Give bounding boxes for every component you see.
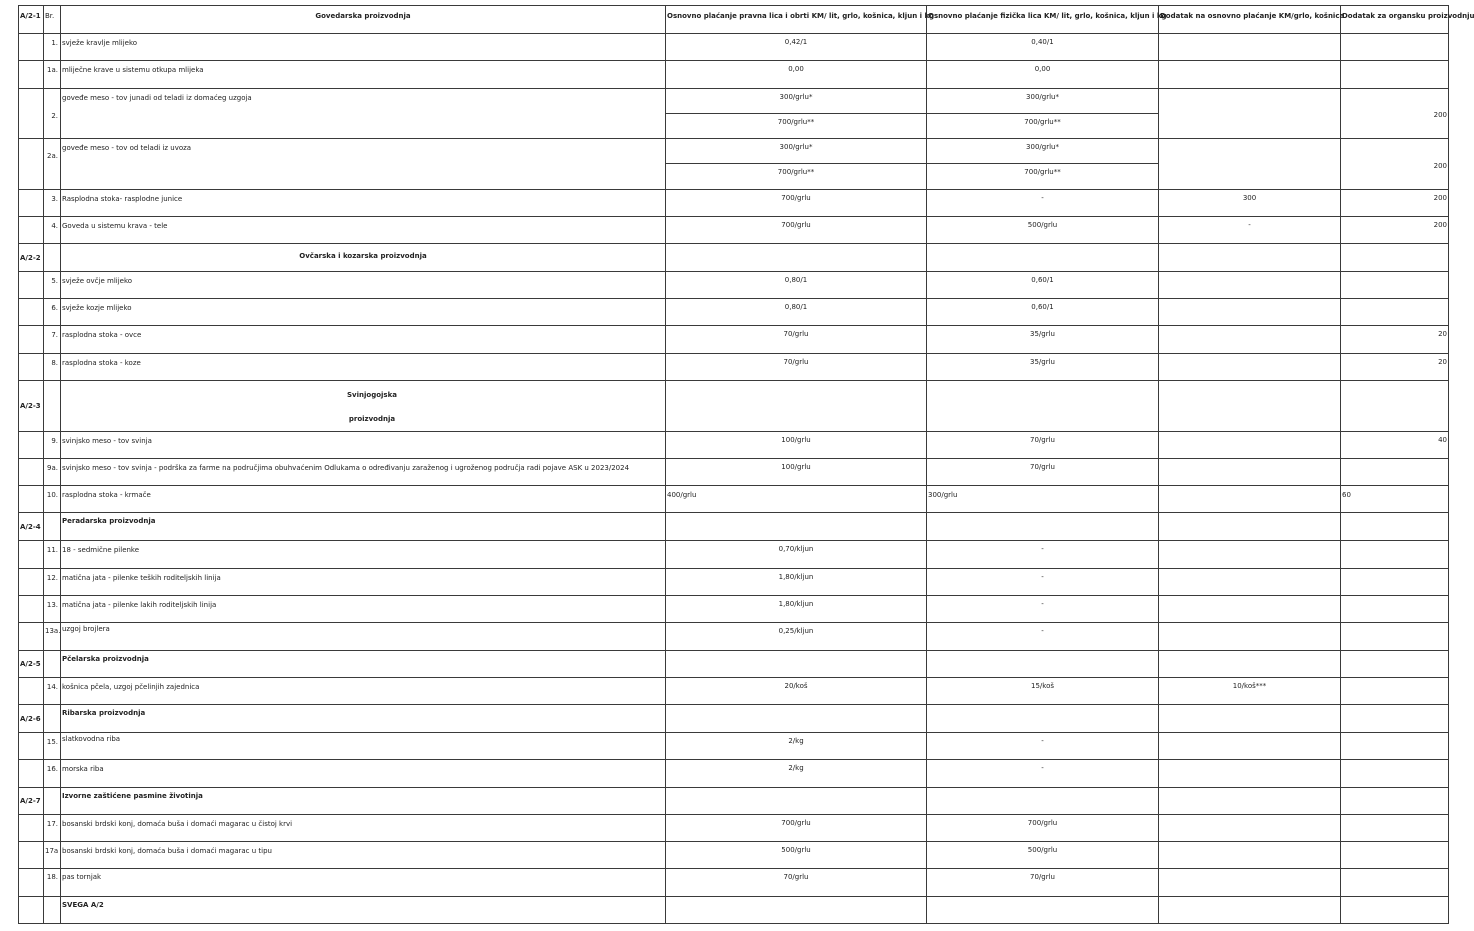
natural-value: 35/grlu — [927, 354, 1159, 381]
section-row — [19, 788, 1449, 815]
empty-cell — [1341, 244, 1449, 272]
code-cell — [19, 569, 44, 596]
section-code: A/2-7 — [19, 788, 44, 815]
organic-value: 20 — [1341, 326, 1449, 354]
row-number — [44, 897, 61, 924]
row-number: 6. — [44, 299, 61, 326]
empty-cell — [1159, 513, 1341, 541]
natural-value: - — [927, 190, 1159, 217]
supplement-value — [1159, 326, 1341, 354]
legal-value: 100/grlu — [666, 432, 927, 459]
row-number: 11. — [44, 541, 61, 569]
table-row — [19, 678, 1449, 705]
row-number: 8. — [44, 354, 61, 381]
empty-cell — [666, 897, 927, 924]
supplement-value — [1159, 733, 1341, 760]
table-row — [19, 89, 1449, 114]
section-code: A/2-2 — [19, 244, 44, 272]
organic-value — [1341, 869, 1449, 897]
row-description: bosanski brdski konj, domaća buša i domaći magarac u čistoj krvi — [61, 815, 666, 842]
supplement-value — [1159, 486, 1341, 513]
legal-value: 0,42/1 — [666, 34, 927, 61]
row-number: 16. — [44, 760, 61, 788]
row-description: goveđe meso - tov od teladi iz uvoza — [61, 139, 666, 190]
total-label: SVEGA A/2 — [61, 897, 666, 924]
supplement-value — [1159, 432, 1341, 459]
supplement-value — [1159, 842, 1341, 869]
row-number: 9a. — [44, 459, 61, 486]
total-row — [19, 897, 1449, 924]
supplement-value — [1159, 299, 1341, 326]
row-number: 5. — [44, 272, 61, 299]
row-number — [44, 788, 61, 815]
legal-value: 0,25/kljun — [666, 623, 927, 651]
row-description: svježe kozje mlijeko — [61, 299, 666, 326]
code-cell — [19, 869, 44, 897]
section-row — [19, 381, 1449, 432]
code-cell — [19, 733, 44, 760]
empty-cell — [927, 788, 1159, 815]
row-number: 14. — [44, 678, 61, 705]
row-number: 9. — [44, 432, 61, 459]
supplement-value: 300 — [1159, 190, 1341, 217]
table-row — [19, 299, 1449, 326]
supplement-value — [1159, 89, 1341, 139]
supplement-value — [1159, 569, 1341, 596]
empty-cell — [1341, 897, 1449, 924]
section-title-line-1: Svinjogojska — [347, 391, 397, 399]
row-number: 7. — [44, 326, 61, 354]
supplement-value: - — [1159, 217, 1341, 244]
table-row — [19, 569, 1449, 596]
row-number — [44, 244, 61, 272]
natural-value: - — [927, 569, 1159, 596]
code-cell — [19, 354, 44, 381]
empty-cell — [1159, 897, 1341, 924]
natural-value: 70/grlu — [927, 869, 1159, 897]
code-cell — [19, 190, 44, 217]
row-number: 13. — [44, 596, 61, 623]
legal-value: 70/grlu — [666, 354, 927, 381]
empty-cell — [666, 244, 927, 272]
natural-value: 300/grlu — [927, 486, 1159, 513]
organic-value: 200 — [1341, 139, 1449, 190]
code-cell — [19, 678, 44, 705]
code-cell — [19, 217, 44, 244]
legal-value: 70/grlu — [666, 326, 927, 354]
code-cell — [19, 89, 44, 139]
legal-value: 100/grlu — [666, 459, 927, 486]
row-number: 12. — [44, 569, 61, 596]
organic-value — [1341, 34, 1449, 61]
row-number: 15. — [44, 733, 61, 760]
legal-value: 20/koš — [666, 678, 927, 705]
table-row — [19, 190, 1449, 217]
legal-value: 300/grlu* — [666, 89, 927, 114]
section-row — [19, 513, 1449, 541]
legal-value: 700/grlu — [666, 815, 927, 842]
legal-value: 0,70/kljun — [666, 541, 927, 569]
empty-cell — [927, 381, 1159, 432]
legal-value: 1,80/kljun — [666, 596, 927, 623]
table-row — [19, 733, 1449, 760]
empty-cell — [666, 651, 927, 678]
empty-cell — [1159, 788, 1341, 815]
column-header-supplement: Dodatak na osnovno plaćanje KM/grlo, košnica — [1159, 6, 1341, 34]
row-number: 13a. — [44, 623, 61, 651]
organic-value — [1341, 541, 1449, 569]
legal-value: 400/grlu — [666, 486, 927, 513]
organic-value: 200 — [1341, 89, 1449, 139]
natural-value: 500/grlu — [927, 217, 1159, 244]
table-row — [19, 486, 1449, 513]
empty-cell — [1159, 244, 1341, 272]
supplement-value — [1159, 272, 1341, 299]
table-row — [19, 459, 1449, 486]
row-description: pas tornjak — [61, 869, 666, 897]
legal-value: 1,80/kljun — [666, 569, 927, 596]
section-row — [19, 705, 1449, 733]
supplement-value — [1159, 34, 1341, 61]
empty-cell — [927, 244, 1159, 272]
code-cell — [19, 486, 44, 513]
section-code: A/2-5 — [19, 651, 44, 678]
natural-value: - — [927, 733, 1159, 760]
natural-value: 300/grlu* — [927, 139, 1159, 164]
row-number — [44, 705, 61, 733]
table-row — [19, 869, 1449, 897]
row-number — [44, 381, 61, 432]
supplement-value — [1159, 459, 1341, 486]
row-number — [44, 513, 61, 541]
table-row — [19, 326, 1449, 354]
row-description: rasplodna stoka - koze — [61, 354, 666, 381]
code-cell — [19, 842, 44, 869]
legal-value: 70/grlu — [666, 869, 927, 897]
empty-cell — [927, 705, 1159, 733]
section-title: Govedarska proizvodnja — [61, 6, 666, 34]
table-row — [19, 596, 1449, 623]
row-number: 2a. — [44, 139, 61, 190]
legal-value: 2/kg — [666, 760, 927, 788]
row-description: rasplodna stoka - ovce — [61, 326, 666, 354]
empty-cell — [666, 788, 927, 815]
natural-value: 70/grlu — [927, 432, 1159, 459]
section-title-text — [62, 383, 682, 431]
row-description: svježe ovčje mlijeko — [61, 272, 666, 299]
organic-value: 40 — [1341, 432, 1449, 459]
table-row — [19, 217, 1449, 244]
code-cell — [19, 299, 44, 326]
legal-value: 0,80/1 — [666, 299, 927, 326]
row-description: morska riba — [61, 760, 666, 788]
natural-value: 0,60/1 — [927, 272, 1159, 299]
empty-cell — [1159, 705, 1341, 733]
code-cell — [19, 61, 44, 89]
column-header-natural: Osnovno plaćanje fizička lica KM/ lit, grlo, košnica, kljun i kg — [927, 6, 1159, 34]
organic-value — [1341, 733, 1449, 760]
natural-value: 300/grlu* — [927, 89, 1159, 114]
supplement-value — [1159, 760, 1341, 788]
row-description: svježe kravlje mlijeko — [61, 34, 666, 61]
row-description: svinjsko meso - tov svinja - podrška za farme na područjima obuhvaćenim Odlukama o određivanju zaraženog i ugroženog područja radi pojave ASK u 2023/2024 — [61, 459, 666, 486]
row-description: matična jata - pilenke lakih roditeljskih linija — [61, 596, 666, 623]
table-row — [19, 815, 1449, 842]
legal-value: 500/grlu — [666, 842, 927, 869]
empty-cell — [666, 381, 927, 432]
legal-value: 300/grlu* — [666, 139, 927, 164]
supplement-value — [1159, 61, 1341, 89]
natural-value: 0,60/1 — [927, 299, 1159, 326]
legal-value: 0,80/1 — [666, 272, 927, 299]
organic-value — [1341, 678, 1449, 705]
organic-value — [1341, 272, 1449, 299]
empty-cell — [1341, 788, 1449, 815]
natural-value: - — [927, 596, 1159, 623]
organic-value — [1341, 623, 1449, 651]
legal-value: 700/grlu — [666, 190, 927, 217]
empty-cell — [666, 513, 927, 541]
row-number: 4. — [44, 217, 61, 244]
row-number: 3. — [44, 190, 61, 217]
empty-cell — [1341, 651, 1449, 678]
empty-cell — [666, 705, 927, 733]
code-cell — [19, 34, 44, 61]
row-description: svinjsko meso - tov svinja — [61, 432, 666, 459]
code-cell — [19, 596, 44, 623]
row-description: goveđe meso - tov junadi od teladi iz domaćeg uzgoja — [61, 89, 666, 139]
organic-value — [1341, 815, 1449, 842]
code-cell — [19, 326, 44, 354]
legal-value-2: 700/grlu** — [666, 114, 927, 139]
section-title: Ribarska proizvodnja — [61, 705, 666, 733]
legal-value-2: 700/grlu** — [666, 164, 927, 190]
code-cell — [19, 139, 44, 190]
section-code: A/2-4 — [19, 513, 44, 541]
supplement-value — [1159, 139, 1341, 190]
row-description: rasplodna stoka - krmače — [61, 486, 666, 513]
legal-value: 700/grlu — [666, 217, 927, 244]
row-number: 18. — [44, 869, 61, 897]
supplement-value — [1159, 815, 1341, 842]
empty-cell — [927, 513, 1159, 541]
column-header-organic: Dodatak za organsku proizvodnju — [1341, 6, 1449, 34]
section-title: Ovčarska i kozarska proizvodnja — [61, 244, 666, 272]
row-description: Rasplodna stoka- rasplodne junice — [61, 190, 666, 217]
natural-value: 15/koš — [927, 678, 1159, 705]
row-description: bosanski brdski konj, domaća buša i domaći magarac u tipu — [61, 842, 666, 869]
code-cell — [19, 432, 44, 459]
row-number: 17. — [44, 815, 61, 842]
supplement-value — [1159, 541, 1341, 569]
column-header-legal: Osnovno plaćanje pravna lica i obrti KM/ lit, grlo, košnica, kljun i kg — [666, 6, 927, 34]
empty-cell — [1341, 513, 1449, 541]
code-cell — [19, 272, 44, 299]
row-description: košnica pčela, uzgoj pčelinjih zajednica — [61, 678, 666, 705]
code-cell — [19, 459, 44, 486]
row-description: slatkovodna riba — [61, 733, 666, 760]
section-title-line-2: proizvodnja — [348, 415, 396, 423]
row-number: 1a. — [44, 61, 61, 89]
row-description: mliječne krave u sistemu otkupa mlijeka — [61, 61, 666, 89]
organic-value — [1341, 299, 1449, 326]
supplement-value — [1159, 596, 1341, 623]
legal-value: 0,00 — [666, 61, 927, 89]
table-row — [19, 760, 1449, 788]
code-cell — [19, 541, 44, 569]
section-title: Izvorne zaštićene pasmine životinja — [61, 788, 666, 815]
organic-value: 20 — [1341, 354, 1449, 381]
organic-value — [1341, 842, 1449, 869]
natural-value: 35/grlu — [927, 326, 1159, 354]
table-row — [19, 34, 1449, 61]
empty-cell — [1159, 651, 1341, 678]
table-row — [19, 541, 1449, 569]
row-number: 1. — [44, 34, 61, 61]
natural-value: 500/grlu — [927, 842, 1159, 869]
section-title — [61, 381, 666, 432]
natural-value-2: 700/grlu** — [927, 164, 1159, 190]
natural-value: 0,00 — [927, 61, 1159, 89]
supplement-value — [1159, 623, 1341, 651]
empty-cell — [1159, 381, 1341, 432]
table-row — [19, 432, 1449, 459]
organic-value: 200 — [1341, 217, 1449, 244]
code-cell — [19, 897, 44, 924]
row-description: Goveda u sistemu krava - tele — [61, 217, 666, 244]
empty-cell — [927, 651, 1159, 678]
section-title: Peradarska proizvodnja — [61, 513, 666, 541]
table-row — [19, 842, 1449, 869]
organic-value — [1341, 459, 1449, 486]
section-code: A/2-6 — [19, 705, 44, 733]
section-row — [19, 244, 1449, 272]
natural-value: - — [927, 760, 1159, 788]
section-title: Pčelarska proizvodnja — [61, 651, 666, 678]
row-number: 10. — [44, 486, 61, 513]
empty-cell — [1341, 381, 1449, 432]
organic-value: 200 — [1341, 190, 1449, 217]
column-header-br: Br. — [44, 6, 61, 34]
natural-value: 0,40/1 — [927, 34, 1159, 61]
legal-value: 2/kg — [666, 733, 927, 760]
natural-value: - — [927, 541, 1159, 569]
empty-cell — [1341, 705, 1449, 733]
organic-value: 60 — [1341, 486, 1449, 513]
organic-value — [1341, 61, 1449, 89]
section-code: A/2-3 — [19, 381, 44, 432]
organic-value — [1341, 569, 1449, 596]
natural-value: - — [927, 623, 1159, 651]
table-row — [19, 61, 1449, 89]
header-row — [19, 6, 1449, 34]
code-cell — [19, 815, 44, 842]
section-row — [19, 651, 1449, 678]
row-number — [44, 651, 61, 678]
table-row — [19, 354, 1449, 381]
natural-value-2: 700/grlu** — [927, 114, 1159, 139]
row-description: matična jata - pilenke teških roditeljskih linija — [61, 569, 666, 596]
table-row — [19, 139, 1449, 164]
row-description: 18 - sedmične pilenke — [61, 541, 666, 569]
supplement-value — [1159, 354, 1341, 381]
section-code: A/2-1 — [19, 6, 44, 34]
natural-value: 700/grlu — [927, 815, 1159, 842]
subsidy-table — [18, 5, 1474, 924]
row-description: uzgoj brojlera — [61, 623, 666, 651]
organic-value — [1341, 760, 1449, 788]
empty-cell — [927, 897, 1159, 924]
code-cell — [19, 623, 44, 651]
organic-value — [1341, 596, 1449, 623]
code-cell — [19, 760, 44, 788]
table-row — [19, 272, 1449, 299]
natural-value: 70/grlu — [927, 459, 1159, 486]
row-number: 2. — [44, 89, 61, 139]
table-row — [19, 623, 1449, 651]
row-number: 17a — [44, 842, 61, 869]
supplement-value: 10/koš*** — [1159, 678, 1341, 705]
supplement-value — [1159, 869, 1341, 897]
